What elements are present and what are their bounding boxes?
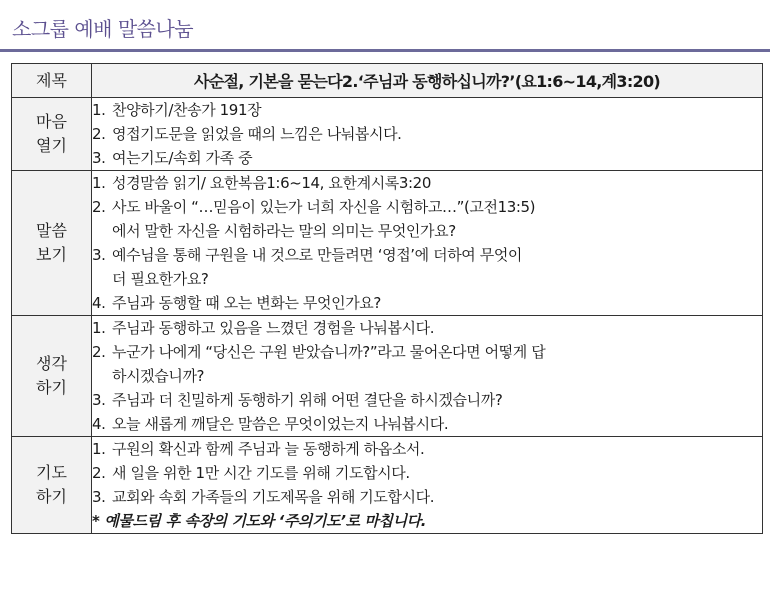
item-text: 예수님을 통해 구원을 내 것으로 만들려면 ‘영접’에 더하여 무엇이 더 필요한가요? bbox=[112, 246, 523, 288]
item-number: 1. bbox=[92, 101, 106, 119]
item-number: 1. bbox=[92, 174, 106, 192]
list-item bbox=[92, 195, 762, 243]
section-row-scripture bbox=[12, 171, 763, 316]
item-number: 3. bbox=[92, 488, 106, 506]
section-content bbox=[92, 316, 763, 437]
item-text: 누군가 나에게 “당신은 구원 받았습니까?”라고 물어온다면 어떻게 답 하시겠습니까? bbox=[112, 343, 546, 385]
item-text: 새 일을 위한 1만 시간 기도를 위해 기도합시다. bbox=[112, 464, 410, 482]
list-item bbox=[92, 437, 762, 461]
page-title: 소그룹 예배 말씀나눔 bbox=[12, 17, 194, 41]
list-item bbox=[92, 388, 762, 412]
list-item bbox=[92, 122, 762, 146]
item-number: 3. bbox=[92, 149, 106, 167]
closing-note: * 예물드림 후 속장의 기도와 ‘주의기도’로 마칩니다. bbox=[92, 512, 427, 530]
header-label: 제목 bbox=[12, 64, 92, 98]
item-number: 4. bbox=[92, 415, 106, 433]
item-number: 2. bbox=[92, 464, 106, 482]
section-label bbox=[12, 316, 92, 437]
item-text: 영접기도문을 읽었을 때의 느낌은 나눠봅시다. bbox=[112, 125, 402, 143]
section-content bbox=[92, 171, 763, 316]
list-item bbox=[92, 291, 762, 315]
section-label bbox=[12, 437, 92, 534]
section-label bbox=[12, 98, 92, 171]
item-number: 2. bbox=[92, 198, 106, 216]
item-number: 4. bbox=[92, 294, 106, 312]
sermon-title: 사순절, 기본을 묻는다2.‘주님과 동행하십니까?’(요1:6~14,계3:20) bbox=[92, 64, 763, 98]
list-item bbox=[92, 461, 762, 485]
item-text: 교회와 속회 가족들의 기도제목을 위해 기도합시다. bbox=[112, 488, 435, 506]
section-label-line: 말씀 bbox=[36, 221, 67, 240]
item-text: 성경말씀 읽기/ 요한복음1:6~14, 요한계시록3:20 bbox=[112, 174, 431, 192]
list-item bbox=[92, 171, 762, 195]
section-label-line: 마음 bbox=[36, 112, 67, 131]
section-row-open-heart bbox=[12, 98, 763, 171]
section-content bbox=[92, 98, 763, 171]
list-item bbox=[92, 412, 762, 436]
item-number: 2. bbox=[92, 125, 106, 143]
item-number: 1. bbox=[92, 319, 106, 337]
item-number: 1. bbox=[92, 440, 106, 458]
section-label-line: 기도 bbox=[36, 463, 67, 482]
item-text: 주님과 더 친밀하게 동행하기 위해 어떤 결단을 하시겠습니까? bbox=[112, 391, 503, 409]
section-row-prayer bbox=[12, 437, 763, 534]
section-label bbox=[12, 171, 92, 316]
section-label-line: 하기 bbox=[36, 487, 67, 506]
item-text: 찬양하기/찬송가 191장 bbox=[112, 101, 262, 119]
section-label-line: 보기 bbox=[36, 245, 67, 264]
list-item bbox=[92, 340, 762, 388]
worship-sheet-table bbox=[11, 63, 763, 534]
item-text: 여는기도/속회 가족 중 bbox=[112, 149, 253, 167]
item-text: 구원의 확신과 함께 주님과 늘 동행하게 하옵소서. bbox=[112, 440, 425, 458]
list-item bbox=[92, 316, 762, 340]
item-number: 2. bbox=[92, 343, 106, 361]
section-label-line: 열기 bbox=[36, 136, 67, 155]
section-label-line: 하기 bbox=[36, 378, 67, 397]
section-row-reflection bbox=[12, 316, 763, 437]
section-content bbox=[92, 437, 763, 534]
item-text: 주님과 동행하고 있음을 느꼈던 경험을 나눠봅시다. bbox=[112, 319, 435, 337]
list-item bbox=[92, 485, 762, 509]
item-number: 3. bbox=[92, 246, 106, 264]
item-text: 주님과 동행할 때 오는 변화는 무엇인가요? bbox=[112, 294, 381, 312]
title-divider bbox=[0, 49, 770, 52]
item-number: 3. bbox=[92, 391, 106, 409]
section-label-line: 생각 bbox=[36, 354, 67, 373]
list-item bbox=[92, 243, 762, 291]
list-item bbox=[92, 98, 762, 122]
header-row bbox=[12, 64, 763, 98]
item-text: 오늘 새롭게 깨달은 말씀은 무엇이었는지 나눠봅시다. bbox=[112, 415, 449, 433]
list-item bbox=[92, 146, 762, 170]
item-text: 사도 바울이 “…믿음이 있는가 너희 자신을 시험하고…”(고전13:5) 에서 말한 자신을 시험하라는 말의 의미는 무엇인가요? bbox=[112, 198, 536, 240]
